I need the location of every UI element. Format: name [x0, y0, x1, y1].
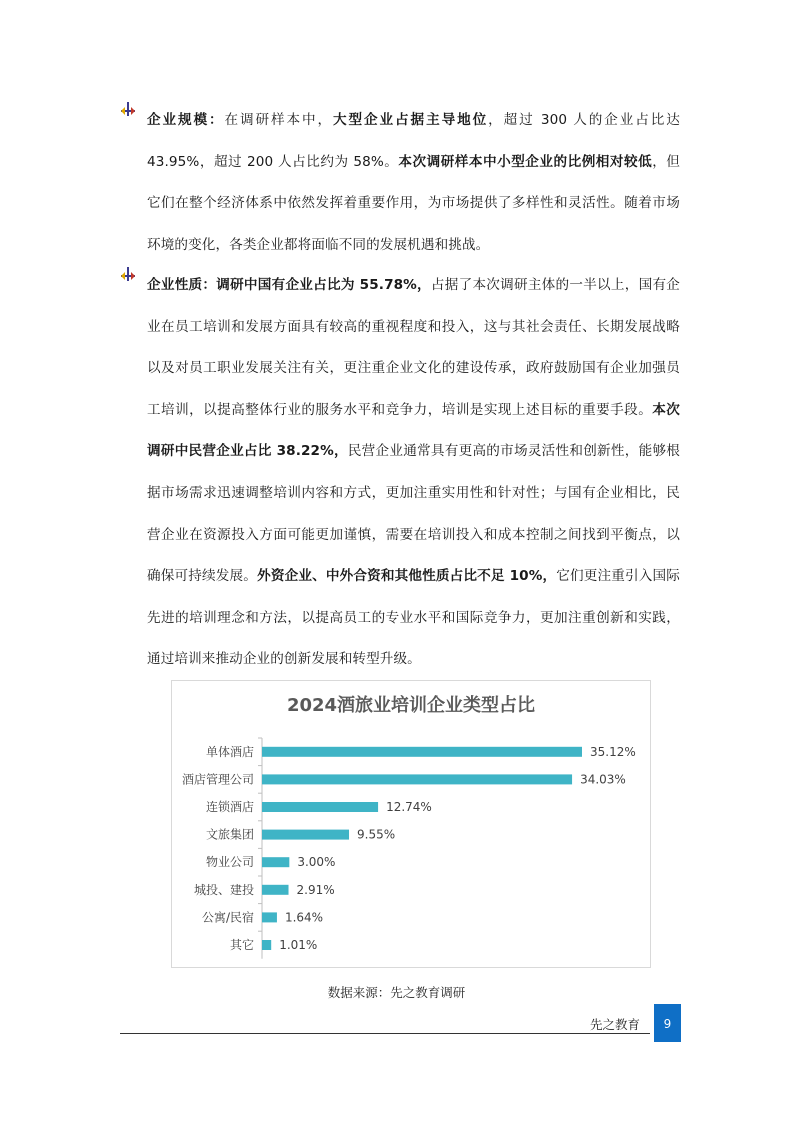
text-segment: 占据了本次调研主体的一半以上，国有企业在员工培训和发展方面具有较高的重视程度和投入，这与其社会责任、长期发展战略以及对员工职业发展关注有关，更注重企业文化的建设传承，政府鼓励国有企业加强员工培训，以提高整体行业的服务水平和竞争力，培训是实现上述目标的重要手段。: [147, 277, 680, 418]
bar: [262, 857, 289, 867]
page-number: 9: [663, 1017, 672, 1031]
bar: [262, 912, 277, 922]
category-label: 单体酒店: [205, 744, 254, 759]
chart-title: 2024酒旅业培训企业类型占比: [286, 695, 536, 716]
page-number-badge: [654, 1004, 681, 1042]
bold-segment: 本次调研样本中小型企业的比例相对较低: [398, 153, 653, 170]
bar: [262, 774, 572, 784]
paragraph-enterprise-scale: [147, 100, 680, 266]
category-label: 文旅集团: [205, 827, 254, 842]
value-label: 35.12%: [590, 744, 636, 759]
bullet-section-nature: [120, 265, 680, 681]
bullet-arrow-icon: [120, 267, 136, 283]
text-segment: ，但它们在整个经济体系中依然发挥着重要作用，为市场提供了多样性和灵活性。随着市场环境的变化，各类企业都将面临不同的发展机遇和挑战。: [147, 153, 680, 253]
label-enterprise-scale: 企业规模：: [147, 112, 225, 128]
bold-segment: 本次调研中民营企业占比 38.22%，: [147, 401, 680, 460]
text-segment: 在调研样本中，: [224, 112, 334, 128]
value-label: 12.74%: [386, 800, 432, 814]
bullet-arrow-icon: [120, 102, 136, 118]
category-label: 连锁酒店: [205, 800, 254, 814]
bar: [262, 885, 289, 895]
category-label: 其它: [229, 938, 254, 952]
text-segment: 它们更注重引入国际先进的培训理念和方法，以提高员工的专业水平和国际竞争力，更加注重创新和实践，通过培训来推动企业的创新发展和转型升级。: [147, 568, 680, 668]
bar: [262, 830, 349, 840]
data-source-caption: 数据来源：先之教育调研: [327, 985, 466, 1000]
bold-segment: 大型企业占据主导地位: [333, 112, 489, 128]
bullet-section-scale: [120, 100, 680, 266]
bold-segment: 调研中国有企业占比为 55.78%，: [216, 277, 431, 293]
category-label: 物业公司: [205, 855, 254, 870]
value-label: 3.00%: [297, 855, 336, 870]
bar: [262, 940, 271, 950]
label-enterprise-nature: 企业性质：: [147, 277, 217, 293]
bar-chart: [172, 681, 650, 967]
bar: [262, 747, 582, 757]
footer-brand: 先之教育: [590, 1017, 641, 1032]
value-label: 2.91%: [296, 882, 335, 897]
value-label: 9.55%: [357, 827, 396, 842]
text-segment: ，超过 300 人的企业占比达 43.95%，超过 200 人占比约为 58%。: [147, 112, 681, 170]
value-label: 34.03%: [580, 772, 626, 787]
value-label: 1.64%: [284, 910, 324, 925]
bar: [262, 802, 378, 812]
paragraph-enterprise-nature: [147, 265, 680, 681]
bold-segment: 外资企业、中外合资和其他性质占比不足 10%，: [257, 568, 557, 585]
value-label: 1.01%: [279, 938, 318, 952]
category-label: 城投、建投: [193, 882, 254, 897]
category-label: 公寓/民宿: [201, 910, 254, 925]
footer-divider: [120, 1033, 650, 1034]
text-segment: 民营企业通常具有更高的市场灵活性和创新性，能够根据市场需求迅速调整培训内容和方式，更加注重实用性和针对性；与国有企业相比，民营企业在资源投入方面可能更加谨慎，需要在培训投入和成本控制之间找到平衡点，以确保可持续发展。: [147, 443, 680, 585]
category-label: 酒店管理公司: [181, 772, 254, 787]
bar-chart-container: [171, 680, 651, 968]
